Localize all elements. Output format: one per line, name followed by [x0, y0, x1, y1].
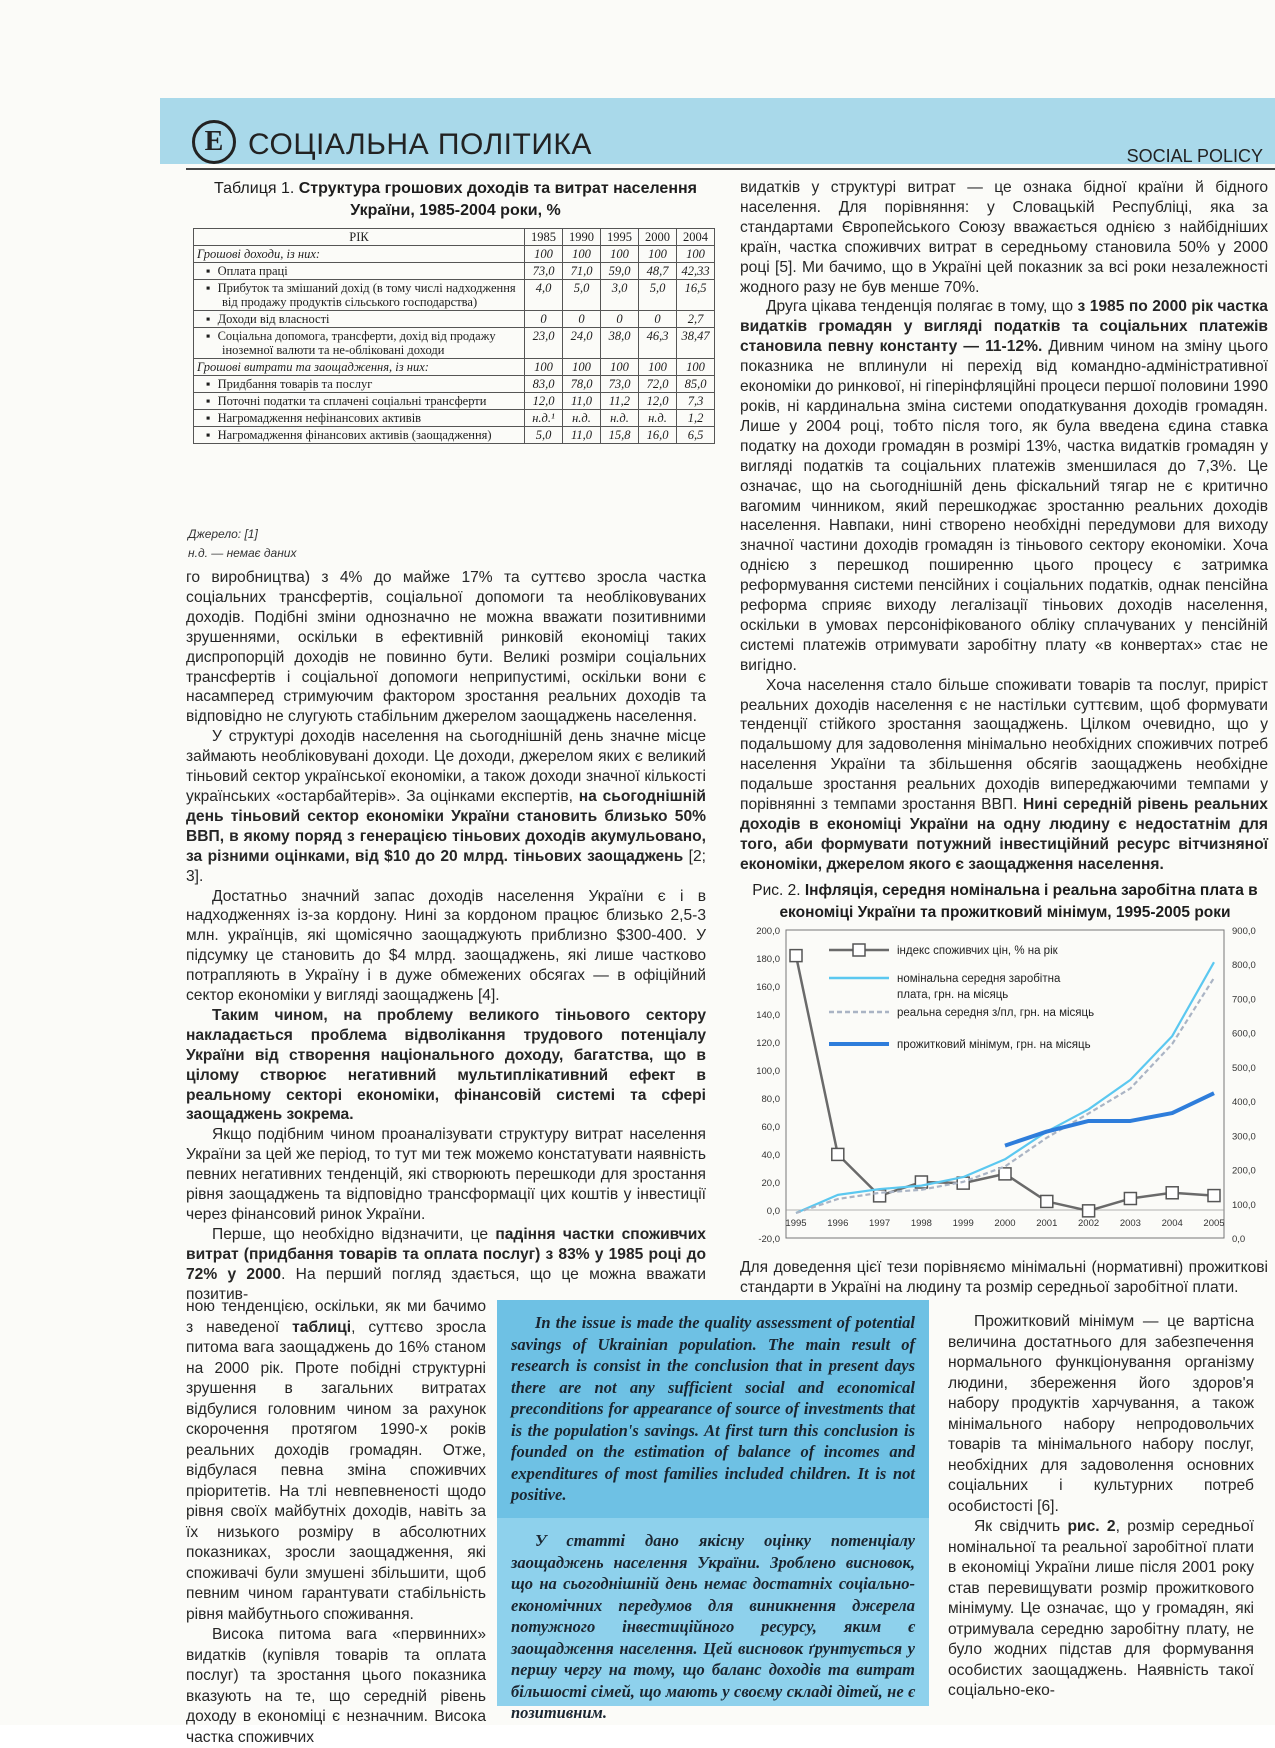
bullet-icon: ▪ — [206, 394, 214, 408]
x-tick-label: 1995 — [785, 1218, 807, 1229]
abstract-english — [497, 1300, 929, 1524]
row-label: Грошові доходи, із них: — [194, 246, 525, 263]
right-tick-label: 200,0 — [1232, 1165, 1256, 1177]
bullet-icon: ▪ — [206, 264, 214, 278]
table-cell: 24,0 — [563, 328, 601, 359]
table-cell: 100 — [601, 359, 639, 376]
left-tick-label: 120,0 — [756, 1038, 780, 1049]
table-cell: 11,0 — [563, 393, 601, 410]
table-cell: 0 — [563, 311, 601, 328]
bullet-icon: ▪ — [206, 377, 214, 391]
paragraph: Прожитковий мінімум — це вартісна величина достатнього для забезпечення нормального функціонування організму людини, збереження його здоров'я набору продуктів харчування, а також мінімального набору непродовольчих товарів та мінімального набору послуг, необхідних для задоволення основних соціальних і культурних потреб особистості [6]. — [948, 1313, 1254, 1515]
table-cell: н.д. — [563, 410, 601, 427]
abstract-text: У статті дано якісну оцінку потенціалу заощаджень населення України. Зроблено висновок, що на сьогоднішній день немає достатніх соціально-економічних передумов для виникнення джерела потужного інвестиційного ресурсу, яким є заощадження населення. Цей висновок ґрунтується у першу чергу на тому, що баланс доходів та витрат більшості сімей, що мають у своєму складі дітей, не є позитивним. — [511, 1531, 915, 1722]
table-cell: н.д. — [601, 410, 639, 427]
income-expense-table — [193, 228, 715, 444]
table-cell: 73,0 — [525, 263, 563, 280]
table-cell: 11,2 — [601, 393, 639, 410]
bullet-icon: ▪ — [206, 428, 214, 442]
table-cell: 15,8 — [601, 427, 639, 444]
figure-intro — [740, 1258, 1268, 1298]
table-cell: 5,0 — [639, 280, 677, 311]
table-row — [194, 427, 715, 444]
table-cell: 0 — [525, 311, 563, 328]
table-row — [194, 280, 715, 311]
paragraph: Якщо подібним чином проаналізувати структуру витрат населення України за цей же період, то тут ми теж можемо констатувати наявність певних негативних тенденцій, які створюють перешкоди для зростання рівня заощаджень та відповідно трансформації цих коштів у інвестиції через фінансовий ринок України. — [186, 1126, 706, 1223]
left-tick-label: 180,0 — [756, 954, 780, 965]
row-label: ▪ Нагромадження нефінансових активів — [194, 410, 525, 427]
left-tick-label: 0,0 — [766, 1206, 780, 1217]
row-label: ▪ Придбання товарів та послуг — [194, 376, 525, 393]
table-cell: 0 — [601, 311, 639, 328]
row-label: ▪ Прибуток та змішаний дохід (в тому числі надходження від продажу продуктів сільського господарства) — [194, 280, 525, 311]
left-column — [186, 568, 706, 1305]
left-tick-label: -20,0 — [758, 1234, 780, 1245]
table-cell: 7,3 — [677, 393, 715, 410]
line-chart — [724, 920, 1274, 1255]
table-cell: 42,33 — [677, 263, 715, 280]
left-tick-label: 200,0 — [756, 926, 780, 937]
row-label: ▪ Доходи від власності — [194, 311, 525, 328]
right-tick-label: 300,0 — [1232, 1131, 1256, 1143]
table-header-row — [194, 229, 715, 246]
table-cell: н.д. — [639, 410, 677, 427]
table-cell: 6,5 — [677, 427, 715, 444]
table-cell: 4,0 — [525, 280, 563, 311]
table-cell: 46,3 — [639, 328, 677, 359]
table-cell: 0 — [639, 311, 677, 328]
bullet-icon: ▪ — [206, 411, 214, 425]
row-label: ▪ Нагромадження фінансових активів (заощадження) — [194, 427, 525, 444]
x-tick-label: 2002 — [1078, 1218, 1100, 1229]
table-cell: 3,0 — [601, 280, 639, 311]
table-header-cell: 1990 — [563, 229, 601, 246]
table-cell: 5,0 — [563, 280, 601, 311]
table-caption-prefix: Таблиця 1. — [214, 180, 299, 197]
paragraph: Висока питома вага «первинних» видатків (купівля товарів та оплата послуг) та зростання цього показника вказують на те, що середній рівень доходу в економіці є незначним. Висока частка споживчих — [186, 1626, 486, 1746]
x-tick-label: 2000 — [994, 1218, 1016, 1229]
paragraph: Перше, що необхідно відзначити, це падіння частки споживчих витрат (придбання товарів та оплата послуг) з 83% у 1985 році до 72% у 2000. На перший погляд здається, що це можна вважати позитив- — [186, 1225, 706, 1303]
table-row — [194, 263, 715, 280]
series-marker — [1083, 1205, 1095, 1217]
figure-caption: Рис. 2. Інфляція, середня номінальна і реальна заробітна плата в економіці України та прожитковий мінімум, 1995-2005 роки — [752, 882, 1258, 921]
table-source: Джерело: [1] — [188, 527, 258, 541]
table-cell: 12,0 — [525, 393, 563, 410]
left-tick-label: 160,0 — [756, 982, 780, 993]
x-tick-label: 2004 — [1161, 1218, 1183, 1229]
table-cell: 2,7 — [677, 311, 715, 328]
table-row — [194, 359, 715, 376]
table-cell: 100 — [639, 246, 677, 263]
section-title-en: SOCIAL POLICY — [1126, 146, 1263, 166]
bullet-icon: ▪ — [206, 329, 214, 343]
right-tick-label: 800,0 — [1232, 960, 1256, 972]
table-header-cell: 2000 — [639, 229, 677, 246]
legend-label: номінальна середня заробітна — [897, 973, 1061, 985]
table-cell: н.д.¹ — [525, 410, 563, 427]
table-row — [194, 410, 715, 427]
paragraph: Хоча населення стало більше споживати товарів та послуг, приріст реальних доходів населення є не настільки суттєвим, щоб формувати тенденції стійкого зростання заощаджень. Цілком очевидно, що у подальшому для задоволення мінімально необхідних споживчих потреб населення України та збільшення обсягів заощаджень необхідне подальше зростання реальних доходів випереджаючими темпами у порівнянні з темпами зростання ВВП. Нині середній рівень реальних доходів в економіці України на одну людину є недостатнім для того, аби формувати потужний інвестиційний ресурс вітчизняної економіки, джерелом якого є заощадження населення. — [740, 676, 1268, 873]
x-tick-label: 1997 — [869, 1218, 891, 1229]
series-marker — [790, 950, 802, 962]
table-row — [194, 328, 715, 359]
left-tick-label: 140,0 — [756, 1010, 780, 1021]
table-cell: 71,0 — [563, 263, 601, 280]
legend-marker — [853, 944, 865, 956]
table-header-cell: 1995 — [601, 229, 639, 246]
left-tick-label: 60,0 — [761, 1122, 780, 1133]
paragraph: Як свідчить рис. 2, розмір середньої номінальної та реальної заробітної плати в економіці України лише після 2001 року став перевищувати розмір прожиткового мінімуму. Це означає, що у громадян, які отримувала середню заробітну плату, не було жодних підстав для формування особистих заощаджень. Наявність такої соціально-еко- — [948, 1518, 1254, 1699]
paragraph: ною тенденцією, оскільки, як ми бачимо з наведеної таблиці, суттєво зросла питома вага заощаджень до 16% станом на 2000 рік. Проте побідні структурні зрушення в загальних витратах відбулися головним чином за рахунок скорочення протягом 1990-х років реальних доходів громадян. Отже, відбулася певна зміна споживчих пріоритетів. На тлі невпевненості щодо рівня своїх майбутніх доходів, навіть за їх низького розміру в абсолютних показниках, зросли заощадження, які споживачі були змушені збільшити, щоб певним чином гарантувати стабільність рівня майбутнього споживання. — [186, 1298, 486, 1623]
paragraph: Для доведення цієї тези порівняємо мінімальні (нормативні) прожиткові стандарти в Україні на людину та розмір середньої заробітної плати. — [740, 1259, 1268, 1296]
row-label: ▪ Поточні податки та сплачені соціальні трансферти — [194, 393, 525, 410]
table-cell: 38,47 — [677, 328, 715, 359]
right-tick-label: 0,0 — [1232, 1234, 1246, 1245]
left-tick-label: 80,0 — [761, 1094, 780, 1105]
table-cell: 100 — [639, 359, 677, 376]
table-cell: 16,0 — [639, 427, 677, 444]
table-cell: 83,0 — [525, 376, 563, 393]
table-cell: 100 — [677, 359, 715, 376]
table-row — [194, 393, 715, 410]
table-cell: 16,5 — [677, 280, 715, 311]
right-column — [740, 178, 1268, 875]
right-tick-label: 700,0 — [1232, 994, 1256, 1006]
table-cell: 100 — [563, 359, 601, 376]
table-cell: 72,0 — [639, 376, 677, 393]
paragraph: го виробництва) з 4% до майже 17% та суттєво зросла частка соціальних трансфертів, соціальної допомоги та необліковуваних доходів. Подібні зміни однозначно не можна вважати позитивними зрушеннями, оскільки в ефективній ринковій економіці таких диспропорцій доходів не повинно бути. Великі розміри соціальних трансфертів і соціальної допомоги неприпустимі, оскільки вони є насамперед стримуючим фактором зростання реальних доходів та відповідно не слугують стабільним джерелом заощаджень населення. — [186, 569, 706, 726]
series-marker — [1124, 1193, 1136, 1205]
x-tick-label: 1998 — [910, 1218, 932, 1229]
x-tick-label: 1996 — [827, 1218, 849, 1229]
left-narrow-column — [186, 1297, 486, 1748]
abstract-text: In the issue is made the quality assessment of potential savings of Ukrainian population. The main result of research is consist in the conclusion that in present days there are not any sufficient social and economical preconditions for appearance of source of investments that is the population's savings. At first turn this conclusion is founded on the estimation of balance of incomes and expenditures of most families included children. It is not positive. — [511, 1313, 915, 1504]
right-tick-label: 600,0 — [1232, 1028, 1256, 1040]
paragraph: видатків у структурі витрат — це ознака бідної країни й бідного населення. Для порівняння: у Словацькій Республіці, яка за стандартами Європейського Союзу вважається однією з найбідніших країн, частка споживчих витрат в середньому становила 50% у 2000 році [5]. Ми бачимо, що в Україні цей показник за всі роки незалежності жодного разу не був менше 70%. — [740, 179, 1268, 296]
table-row — [194, 376, 715, 393]
x-tick-label: 2001 — [1036, 1218, 1058, 1229]
legend-label: прожитковий мінімум, грн. на місяць — [897, 1039, 1091, 1051]
left-tick-label: 40,0 — [761, 1150, 780, 1161]
table-cell: 5,0 — [525, 427, 563, 444]
abstract-ukrainian — [497, 1518, 929, 1722]
row-label: ▪ Оплата праці — [194, 263, 525, 280]
table-cell: 11,0 — [563, 427, 601, 444]
x-tick-label: 1999 — [952, 1218, 974, 1229]
table-cell: 59,0 — [601, 263, 639, 280]
table-header-cell: РІК — [194, 229, 525, 246]
right-tick-label: 900,0 — [1232, 926, 1256, 937]
left-tick-label: 20,0 — [761, 1178, 780, 1189]
series-marker — [832, 1148, 844, 1160]
table-cell: 38,0 — [601, 328, 639, 359]
table-cell: 100 — [525, 246, 563, 263]
table-cell: 100 — [601, 246, 639, 263]
left-tick-label: 100,0 — [756, 1066, 780, 1077]
right-tick-label: 100,0 — [1232, 1199, 1256, 1211]
paragraph: Достатньо значний запас доходів населення України є і в надходженнях із-за кордону. Нині за кордоном працює близько 2,5-3 млн. українців, які щомісячно заощаджують приблизно $300-400. У підсумку це становить до $4 млрд. заощаджень, які лише частково потрапляють в Україну і в дуже обмежених обсягах — в офіційний сектор економіки у вигляді заощаджень [4]. — [186, 887, 706, 1005]
bullet-icon: ▪ — [206, 312, 214, 326]
legend-label: плата, грн. на місяць — [897, 989, 1009, 1001]
row-label: ▪ Соціальна допомога, трансферти, дохід від продажу іноземної валюти та не-обліковані доходи — [194, 328, 525, 359]
table-caption-title: Структура грошових доходів та витрат населення України, 1985-2004 роки, % — [298, 180, 697, 219]
table-cell: 100 — [677, 246, 715, 263]
right-tick-label: 400,0 — [1232, 1097, 1256, 1109]
table-cell: 48,7 — [639, 263, 677, 280]
right-tick-label: 500,0 — [1232, 1062, 1256, 1074]
paragraph: Друга цікава тенденція полягає в тому, що з 1985 по 2000 рік частка видатків громадян у вигляді податків та соціальних платежів становила певну константу — 11-12%. Дивним чином на зміну цього показника не вплинули ні перехід від командно-адміністративної економіки до ринкової, ні гіперінфляційні процеси першої половини 1990 років, ні кардинальна зміна системи оподаткування доходів громадян. Лише у 2004 році, тобто після того, як була введена єдина ставка податку на доходи громадян в розмірі 13%, частка видатків громадян у вигляді податків та соціальних платежів зменшилася до 7,3%. Це означає, що на сьогоднішній день фіскальний тягар не є критично вагомим чинником, який перешкоджає зростанню реальних доходів населення. Навпаки, нині створено необхідні передумови для виходу значної частини доходів громадян із тіньового сектору економіки. Хоча однією з перешкод поширенню цього процесу є затримка реформування системи пенсійних і соціальних податків, однак пенсійна реформа сприяє виходу легалізації тіньових доходів населення, оскільки в умовах персоніфікованого обліку сплачуваних у пенсійній системі платежів отримувати заробітну плату «в конвертах» стає не вигідно. — [740, 298, 1268, 674]
table-cell: 100 — [563, 246, 601, 263]
paragraph: Таким чином, на проблему великого тіньового сектору накладається проблема відволікання трудового потенціалу України від створення національного доходу, багатства, що в цілому створює негативний мультиплікативний ефект в реальному секторі економіки, фінансовій системі та сфері заощаджень зокрема. — [186, 1006, 706, 1124]
table-header-cell: 1985 — [525, 229, 563, 246]
bullet-icon: ▪ — [206, 281, 214, 295]
x-tick-label: 2005 — [1203, 1218, 1225, 1229]
table-row — [194, 311, 715, 328]
legend-label: індекс споживчих цін, % на рік — [897, 945, 1058, 957]
x-tick-label: 2003 — [1119, 1218, 1141, 1229]
right-narrow-column — [948, 1312, 1254, 1702]
table-caption — [188, 178, 723, 222]
header-rule — [186, 168, 1275, 170]
table-cell: 23,0 — [525, 328, 563, 359]
row-label: Грошові витрати та заощадження, із них: — [194, 359, 525, 376]
legend-label: реальна середня з/пл, грн. на місяць — [897, 1007, 1095, 1019]
table-cell: 100 — [525, 359, 563, 376]
series-marker — [1166, 1187, 1178, 1199]
table-cell: 78,0 — [563, 376, 601, 393]
table-row — [194, 246, 715, 263]
table-footnote: н.д. — немає даних — [188, 546, 297, 560]
table-cell: 73,0 — [601, 376, 639, 393]
series-marker — [999, 1168, 1011, 1180]
table-cell: 85,0 — [677, 376, 715, 393]
section-title: СОЦІАЛЬНА ПОЛІТИКА — [248, 128, 592, 161]
journal-logo: Е — [192, 120, 236, 164]
series-marker — [1041, 1195, 1053, 1207]
table-header-cell: 2004 — [677, 229, 715, 246]
paragraph: У структурі доходів населення на сьогоднішній день значне місце займають необліковувані доходи. Це доходи, джерелом яких є великий тіньовий сектор української економіки, а також доходи значної кількості українських «остарбайтерів». За оцінками експертів, на сьогоднішній день тіньовий сектор економіки України становить близько 50% ВВП, в якому поряд з генерацією тіньових доходів акумульовано, за різними оцінками, від $10 до 20 млрд. тіньових заощаджень [2; 3]. — [186, 728, 706, 885]
table-cell: 12,0 — [639, 393, 677, 410]
series-marker — [1208, 1190, 1220, 1202]
table-notes — [188, 525, 296, 563]
table-cell: 1,2 — [677, 410, 715, 427]
